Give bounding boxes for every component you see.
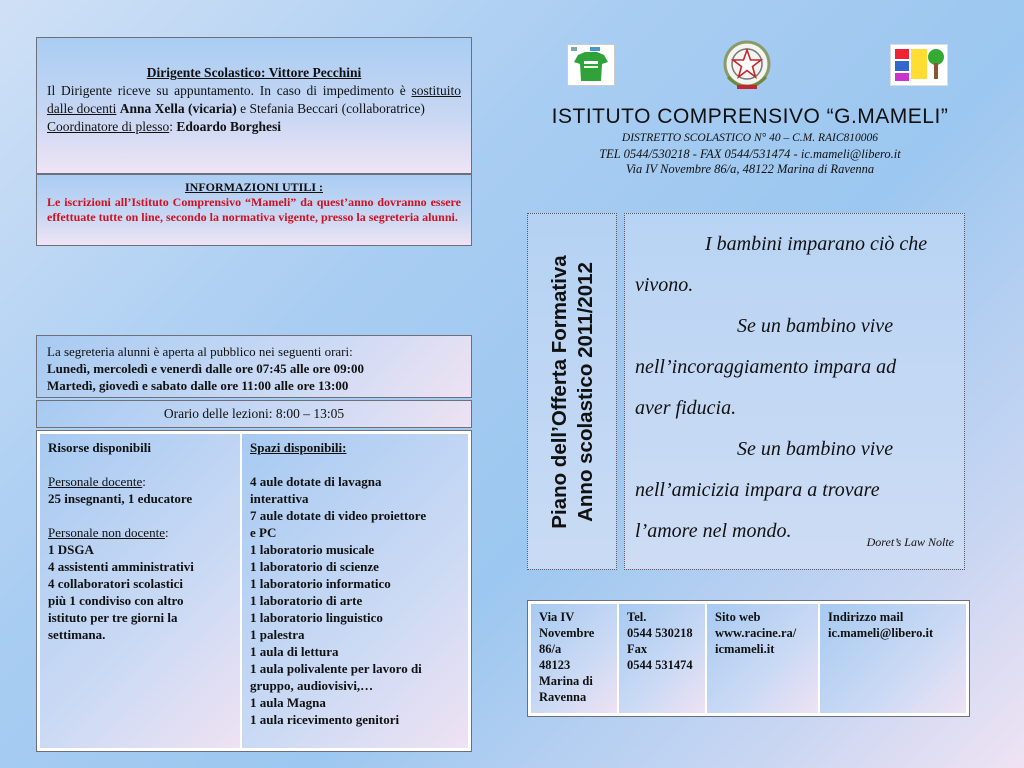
docenti-label: Personale docente: bbox=[48, 474, 146, 489]
info-text: Le iscrizioni all’Istituto Comprensivo “Mameli” da quest’anno dovranno essere effettuate tutte on line, secondo la normativa vigente, presso la segreteria alunni. bbox=[47, 195, 461, 224]
address-line: Via IV Novembre 86/a, 48122 Marina di Ravenna bbox=[625, 162, 875, 176]
non-docenti-item: 4 assistenti amministrativi bbox=[48, 559, 194, 574]
spazi-item: interattiva bbox=[250, 491, 309, 506]
spazi-item: 1 aula polivalente per lavoro di bbox=[250, 661, 422, 676]
school-name: ISTITUTO COMPRENSIVO “G.MAMELI” bbox=[551, 105, 949, 128]
spazi-item: 1 aula ricevimento genitori bbox=[250, 712, 400, 727]
orario-box: Orario delle lezioni: 8:00 – 13:05 bbox=[36, 400, 472, 428]
contacts-website: Sito web www.racine.ra/ icmameli.it bbox=[707, 604, 818, 713]
republic-emblem-icon bbox=[720, 37, 774, 95]
quote-line: Se un bambino vive bbox=[737, 315, 894, 337]
spazi-item: 1 laboratorio musicale bbox=[250, 542, 375, 557]
quote-line: I bambini imparano ciò che bbox=[705, 233, 928, 255]
non-docenti-item: 4 collaboratori scolastici bbox=[48, 576, 184, 591]
quote-line: Se un bambino vive bbox=[737, 438, 894, 460]
non-docenti-label: Personale non docente: bbox=[48, 525, 169, 540]
pof-box bbox=[527, 213, 617, 570]
spazi-item: 1 aula di lettura bbox=[250, 644, 339, 659]
quote-line: aver fiducia. bbox=[635, 397, 737, 419]
spazi-item: 1 laboratorio di scienze bbox=[250, 559, 379, 574]
spazi-item: gruppo, audiovisivi,… bbox=[250, 678, 374, 693]
risorse-table bbox=[36, 430, 472, 752]
spazi-title: Spazi disponibili: bbox=[250, 440, 347, 455]
quote-line: l’amore nel mondo. bbox=[635, 520, 792, 542]
spazi-item: e PC bbox=[250, 525, 277, 540]
spazi-item: 1 aula Magna bbox=[250, 695, 326, 710]
contacts-address: Via IV Novembre 86/a 48123 Marina di Ravenna bbox=[531, 604, 617, 713]
district-line: DISTRETTO SCOLASTICO N° 40 – C.M. RAIC810006 bbox=[621, 132, 879, 144]
quote-line: nell’amicizia impara a trovare bbox=[635, 479, 880, 501]
risorse-title: Risorse disponibili bbox=[48, 440, 151, 455]
dirigente-text: Il Dirigente riceve su appuntamento. In caso di impedimento è sostituito dalle docenti Anna Xella (vicaria) e Stefania Beccari (collaboratrice) bbox=[47, 83, 461, 116]
segreteria-box bbox=[36, 335, 472, 398]
info-title: INFORMAZIONI UTILI : bbox=[184, 180, 323, 194]
dirigente-box bbox=[36, 37, 472, 174]
non-docenti-item: istituto per tre giorni la bbox=[48, 610, 178, 625]
non-docenti-item: più 1 condiviso con altro bbox=[48, 593, 184, 608]
info-box bbox=[36, 174, 472, 246]
quote-author: Doret’s Law Nolte bbox=[866, 535, 954, 549]
spazi-column bbox=[242, 434, 468, 748]
contact-line: TEL 0544/530218 - FAX 0544/531474 - ic.mameli@libero.it bbox=[599, 147, 901, 161]
quote-line: vivono. bbox=[635, 274, 694, 296]
segreteria-line1: Lunedì, mercoledì e venerdì dalle ore 07:45 alle ore 09:00 bbox=[47, 361, 365, 376]
school-drawing-logo-icon bbox=[890, 44, 948, 86]
spazi-item: 1 laboratorio linguistico bbox=[250, 610, 383, 625]
spazi-item: 7 aule dotate di video proiettore bbox=[250, 508, 427, 523]
dirigente-title: Dirigente Scolastico: Vittore Pecchini bbox=[146, 65, 362, 80]
spazi-item: 1 laboratorio informatico bbox=[250, 576, 391, 591]
non-docenti-item: settimana. bbox=[48, 627, 106, 642]
non-docenti-item: 1 DSGA bbox=[48, 542, 94, 557]
segreteria-line2: Martedì, giovedì e sabato dalle ore 11:00 alle ore 13:00 bbox=[47, 378, 349, 393]
quote-line: nell’incoraggiamento impara ad bbox=[635, 356, 897, 378]
contacts-email: Indirizzo mail ic.mameli@libero.it bbox=[820, 604, 966, 713]
spazi-item: 4 aule dotate di lavagna bbox=[250, 474, 382, 489]
contacts-phone: Tel. 0544 530218 Fax 0544 531474 bbox=[619, 604, 705, 713]
coordinatore: Coordinatore di plesso: Edoardo Borghesi bbox=[47, 119, 282, 134]
spazi-item: 1 laboratorio di arte bbox=[250, 593, 363, 608]
docenti-value: 25 insegnanti, 1 educatore bbox=[48, 491, 193, 506]
tshirt-logo-icon bbox=[567, 44, 615, 86]
risorse-column bbox=[40, 434, 240, 748]
segreteria-intro: La segreteria alunni è aperta al pubblico nei seguenti orari: bbox=[47, 344, 353, 359]
spazi-item: 1 palestra bbox=[250, 627, 305, 642]
contacts-table bbox=[527, 600, 970, 717]
quote-box bbox=[624, 213, 965, 570]
pof-title: Piano dell’Offerta Formativa Anno scolastico 2011/2012 bbox=[548, 255, 597, 529]
